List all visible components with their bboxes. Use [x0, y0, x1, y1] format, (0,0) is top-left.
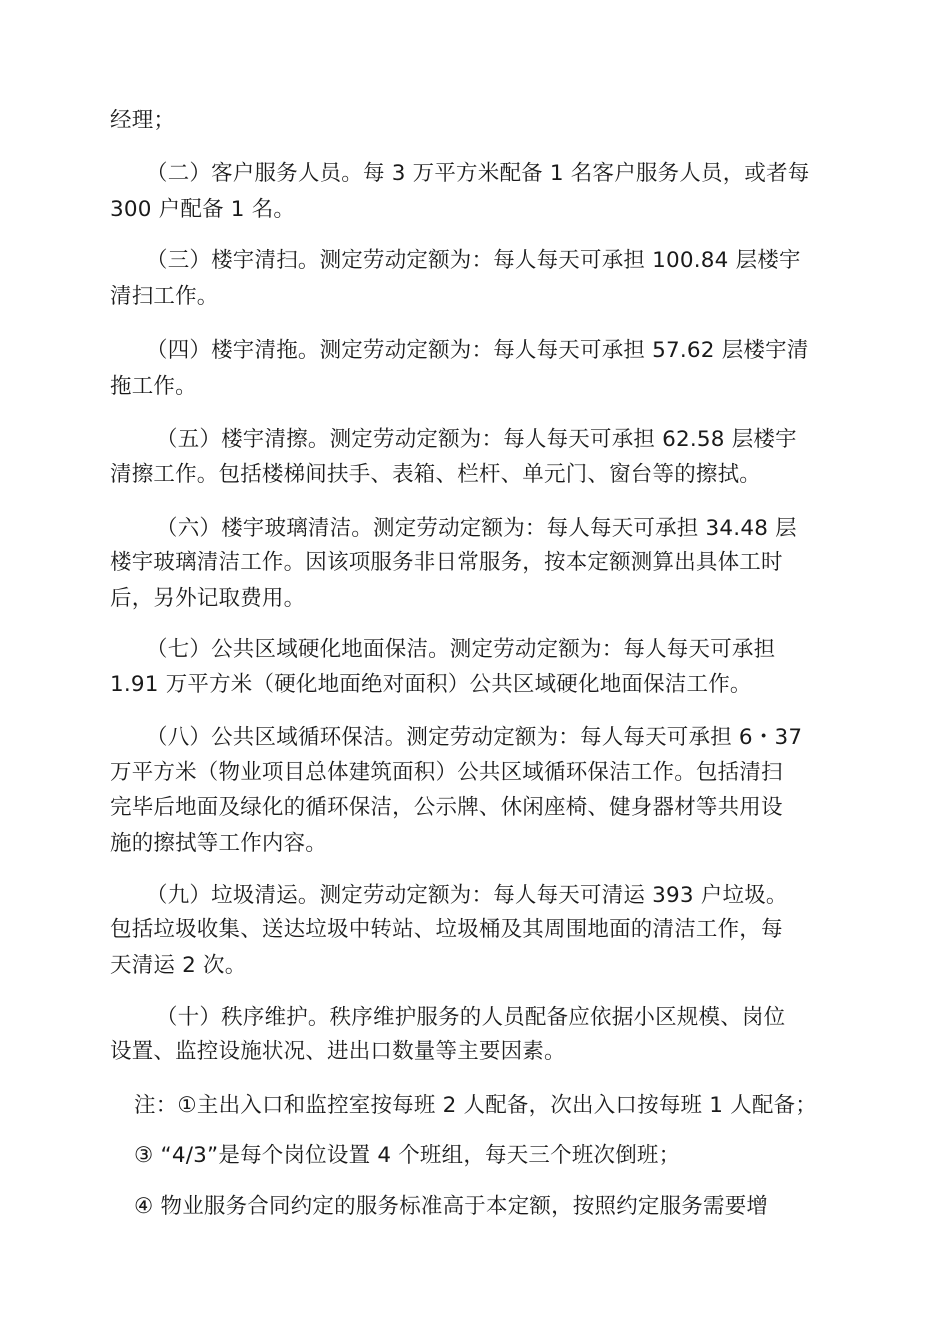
text-line: （五）楼宇清擦。测定劳动定额为：每人每天可承担 62.58 层楼宇: [156, 427, 797, 452]
text-line: （九）垃圾清运。测定劳动定额为：每人每天可清运 393 户垃圾。: [146, 883, 788, 908]
text-line: （十）秩序维护。秩序维护服务的人员配备应依据小区规模、岗位: [156, 1005, 786, 1030]
text-line: 完毕后地面及绿化的循环保洁，公示牌、休闲座椅、健身器材等共用设: [110, 795, 783, 820]
text-line: （六）楼宇玻璃清洁。测定劳动定额为：每人每天可承担 34.48 层: [156, 516, 797, 541]
text-line: 1.91 万平方米（硬化地面绝对面积）公共区域硬化地面保洁工作。: [110, 672, 752, 697]
text-line: 300 户配备 1 名。: [110, 197, 296, 222]
text-line: ③ “4/3”是每个岗位设置 4 个班组，每天三个班次倒班；: [134, 1143, 681, 1168]
text-line: 设置、监控设施状况、进出口数量等主要因素。: [110, 1039, 566, 1064]
text-line: 万平方米（物业项目总体建筑面积）公共区域循环保洁工作。包括清扫: [110, 760, 783, 785]
text-line: 施的擦拭等工作内容。: [110, 831, 328, 856]
text-line: ④ 物业服务合同约定的服务标准高于本定额，按照约定服务需要增: [134, 1194, 769, 1219]
text-line: 天清运 2 次。: [110, 953, 247, 978]
text-line: （二）客户服务人员。每 3 万平方米配备 1 名客户服务人员，或者每: [146, 161, 810, 186]
text-line: 经理；: [110, 108, 176, 133]
text-line: 清扫工作。: [110, 284, 219, 309]
text-line: 注：①主出入口和监控室按每班 2 人配备，次出入口按每班 1 人配备；: [134, 1093, 817, 1118]
text-line: 楼宇玻璃清洁工作。因该项服务非日常服务，按本定额测算出具体工时: [110, 550, 783, 575]
text-line: 包括垃圾收集、送达垃圾中转站、垃圾桶及其周围地面的清洁工作，每: [110, 917, 783, 942]
text-line: （七）公共区域硬化地面保洁。测定劳动定额为：每人每天可承担: [146, 637, 776, 662]
text-line: （四）楼宇清拖。测定劳动定额为：每人每天可承担 57.62 层楼宇清: [146, 338, 809, 363]
text-line: 后，另外记取费用。: [110, 586, 306, 611]
text-line: 清擦工作。包括楼梯间扶手、表箱、栏杆、单元门、窗台等的擦拭。: [110, 462, 762, 487]
text-line: （八）公共区域循环保洁。测定劳动定额为：每人每天可承担 6・37: [146, 725, 803, 750]
text-line: 拖工作。: [110, 374, 197, 399]
text-line: （三）楼宇清扫。测定劳动定额为：每人每天可承担 100.84 层楼宇: [146, 248, 801, 273]
